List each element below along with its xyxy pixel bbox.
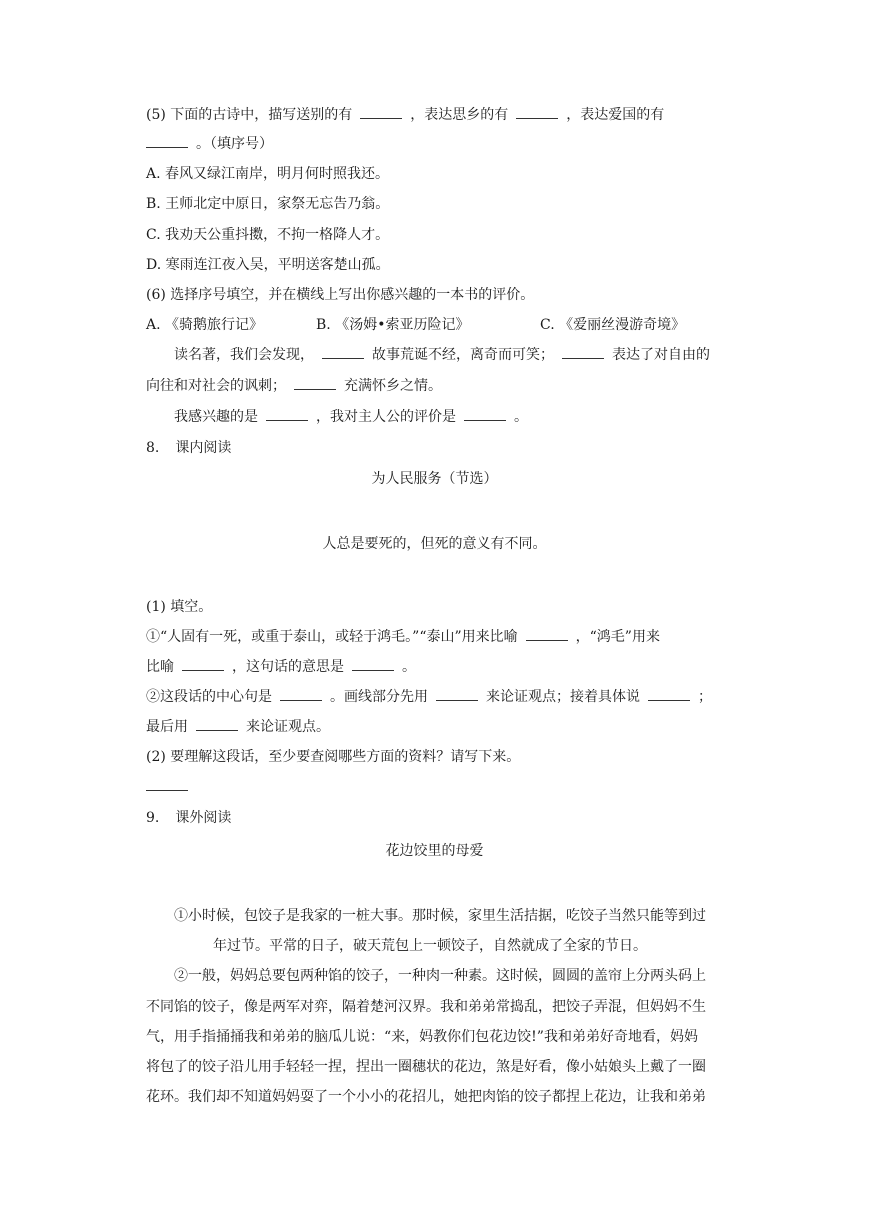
q6-text: 充满怀乡之情。 bbox=[344, 378, 442, 394]
blank-field[interactable] bbox=[280, 688, 322, 701]
q8-item1-line1 bbox=[146, 628, 660, 646]
q6-paragraph2 bbox=[174, 408, 528, 426]
q6-text: 。 bbox=[514, 409, 528, 425]
q5-option-a: A. 春风又绿江南岸，明月何时照我还。 bbox=[146, 166, 390, 182]
blank-field[interactable] bbox=[648, 688, 690, 701]
q9-passage-title: 花边饺里的母爱 bbox=[385, 843, 484, 859]
q9-para1-line2: 年过节。平常的日子，破天荒包上一顿饺子，自然就成了全家的节日。 bbox=[213, 938, 647, 954]
q8-header bbox=[146, 439, 231, 457]
q8-item2-line2 bbox=[146, 718, 330, 736]
q6-text: 表达了对自由的 bbox=[612, 347, 710, 363]
q8-text: ①“人固有一死，或重于泰山，或轻于鸿毛。”“泰山”用来比喻 bbox=[146, 629, 518, 645]
q5-option-b: B. 王师北定中原日，家祭无忘告乃翁。 bbox=[146, 196, 390, 212]
q8-text: 来论证观点。 bbox=[246, 719, 330, 735]
q9-para2-line5: 花环。我们却不知道妈妈耍了一个小小的花招儿，她把肉馅的饺子都捏上花边，让我和弟弟 bbox=[146, 1089, 706, 1105]
q9-para1-line1: ①小时候，包饺子是我家的一桩大事。那时候，家里生活拮据，吃饺子当然只能等到过 bbox=[174, 908, 706, 924]
blank-field[interactable] bbox=[352, 658, 394, 671]
blank-field[interactable] bbox=[182, 658, 224, 671]
blank-field[interactable] bbox=[294, 377, 336, 390]
section-label: 课外阅读 bbox=[175, 810, 232, 826]
q6-paragraph1-line2 bbox=[146, 377, 442, 395]
q6-book-options bbox=[146, 316, 685, 334]
q6-text: 读名著，我们会发现， bbox=[174, 347, 314, 363]
book-option-a: A. 《骑鹅旅行记》 bbox=[146, 317, 264, 333]
section-label: 课内阅读 bbox=[175, 440, 232, 456]
q8-text: 。画线部分先用 bbox=[330, 689, 428, 705]
q8-passage-title: 为人民服务（节选） bbox=[371, 471, 498, 487]
q8-text: ，“鸿毛”用来 bbox=[575, 629, 660, 645]
q8-text: 比喻 bbox=[146, 659, 174, 675]
q8-sub2-title: (2) 要理解这段话，至少要查阅哪些方面的资料？请写下来。 bbox=[146, 749, 521, 765]
q5-line2 bbox=[146, 135, 273, 153]
answer-blank-field[interactable] bbox=[146, 789, 188, 791]
book-option-b: B. 《汤姆•索亚历险记》 bbox=[316, 317, 470, 333]
q8-text: 。 bbox=[402, 659, 416, 675]
q5-option-d: D. 寒雨连江夜入吴，平明送客楚山孤。 bbox=[146, 257, 390, 273]
blank-field[interactable] bbox=[526, 628, 568, 641]
blank-field[interactable] bbox=[266, 408, 308, 421]
q8-text: ②这段话的中心句是 bbox=[146, 689, 272, 705]
blank-field[interactable] bbox=[516, 106, 558, 119]
q9-para2-line3: 气，用手指捅捅我和弟弟的脑瓜儿说：“来，妈教你们包花边饺!”我和弟弟好奇地看，妈妈 bbox=[146, 1029, 698, 1045]
blank-field[interactable] bbox=[196, 718, 238, 731]
q8-text: 来论证观点；接着具体说 bbox=[486, 689, 640, 705]
book-option-c: C. 《爱丽丝漫游奇境》 bbox=[540, 317, 686, 333]
q6-text: ，我对主人公的评价是 bbox=[316, 409, 456, 425]
q9-para2-line2: 不同馅的饺子，像是两军对弈，隔着楚河汉界。我和弟弟常捣乱，把饺子弄混，但妈妈不生 bbox=[146, 999, 706, 1015]
q5-prompt-part3: ，表达爱国的有 bbox=[566, 107, 665, 123]
q6-title: (6) 选择序号填空，并在横线上写出你感兴趣的一本书的评价。 bbox=[146, 287, 535, 303]
blank-field[interactable] bbox=[562, 346, 604, 359]
blank-field[interactable] bbox=[360, 106, 402, 119]
q5-option-c: C. 我劝天公重抖擞，不拘一格降人才。 bbox=[146, 227, 390, 243]
q8-text: ，这句话的意思是 bbox=[232, 659, 344, 675]
q6-text: 故事荒诞不经，离奇而可笑； bbox=[372, 347, 554, 363]
q9-para2-line4: 将包了的饺子沿儿用手轻轻一捏，捏出一圈穗状的花边，煞是好看，像小姑娘头上戴了一圈 bbox=[146, 1059, 706, 1075]
q8-passage-text: 人总是要死的，但死的意义有不同。 bbox=[322, 536, 547, 552]
blank-field[interactable] bbox=[464, 408, 506, 421]
q6-paragraph1-line1 bbox=[174, 346, 710, 364]
q5-line1 bbox=[146, 106, 664, 124]
q6-text: 向往和对社会的讽刺； bbox=[146, 378, 286, 394]
blank-field[interactable] bbox=[146, 135, 188, 148]
q9-para2-line1: ②一般，妈妈总要包两种馅的饺子，一种肉一种素。这时候，圆圆的盖帘上分两头码上 bbox=[174, 968, 706, 984]
q5-prompt-part1: (5) 下面的古诗中，描写送别的有 bbox=[146, 107, 353, 123]
question-number: 8. bbox=[146, 440, 160, 456]
question-number: 9. bbox=[146, 810, 160, 826]
q8-text: 最后用 bbox=[146, 719, 188, 735]
blank-field[interactable] bbox=[436, 688, 478, 701]
q8-item2-line1 bbox=[146, 688, 712, 706]
q9-header bbox=[146, 809, 231, 827]
q8-text: ； bbox=[698, 689, 712, 705]
q5-prompt-part2: ，表达思乡的有 bbox=[410, 107, 509, 123]
blank-field[interactable] bbox=[322, 346, 364, 359]
q5-fill-instruction: 。（填序号） bbox=[196, 136, 273, 152]
q8-sub1-title: (1) 填空。 bbox=[146, 599, 213, 615]
q6-text: 我感兴趣的是 bbox=[174, 409, 258, 425]
q8-item1-line2 bbox=[146, 658, 416, 676]
